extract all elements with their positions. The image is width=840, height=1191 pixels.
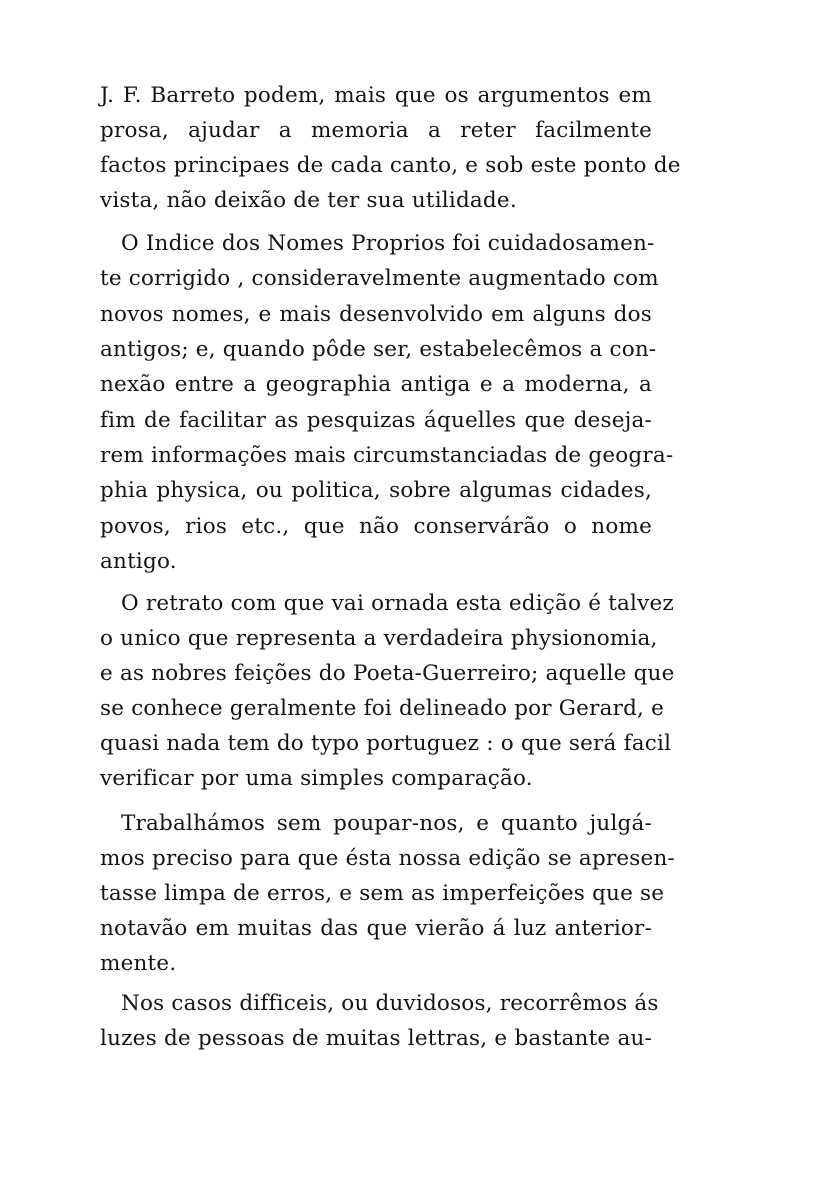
text-line: O retrato com que vai ornada esta edição é talvez: [121, 591, 674, 616]
text-line: Trabalhámos sem poupar-nos, e quanto julgá-: [121, 811, 652, 836]
text-line: o unico que representa a verdadeira physionomia,: [100, 626, 658, 651]
text-line: verificar por uma simples comparação.: [100, 766, 533, 791]
text-line: antigos; e, quando pôde ser, estabelecêmos a con-: [100, 337, 657, 362]
text-line: se conhece geralmente foi delineado por Gerard, e: [100, 696, 665, 721]
text-line: mos preciso para que ésta nossa edição se apresen-: [100, 846, 675, 871]
text-line: povos, rios etc., que não conservárão o nome: [100, 514, 652, 539]
text-line: phia physica, ou politica, sobre algumas cidades,: [100, 478, 652, 503]
text-line: O Indice dos Nomes Proprios foi cuidadosamen-: [121, 231, 655, 256]
text-line: quasi nada tem do typo portuguez : o que será facil: [100, 731, 672, 756]
text-line: novos nomes, e mais desenvolvido em alguns dos: [100, 302, 652, 327]
text-line: vista, não deixão de ter sua utilidade.: [100, 188, 517, 213]
text-line: te corrigido , consideravelmente augmentado com: [100, 266, 659, 291]
text-line: J. F. Barreto podem, mais que os argumentos em: [100, 83, 652, 108]
text-line: rem informações mais circumstanciadas de geogra-: [100, 443, 674, 468]
text-line: e as nobres feições do Poeta-Guerreiro; aquelle que: [100, 661, 675, 686]
text-line: nexão entre a geographia antiga e a moderna, a: [100, 372, 652, 397]
text-line: factos principaes de cada canto, e sob este ponto de: [100, 153, 681, 178]
text-line: Nos casos difficeis, ou duvidosos, recorrêmos ás: [121, 991, 659, 1016]
text-line: luzes de pessoas de muitas lettras, e bastante au-: [100, 1026, 652, 1051]
text-line: antigo.: [100, 549, 177, 574]
text-line: tasse limpa de erros, e sem as imperfeições que se: [100, 881, 665, 906]
text-line: prosa, ajudar a memoria a reter facilmente: [100, 118, 652, 143]
text-line: notavão em muitas das que vierão á luz anterior-: [100, 916, 652, 941]
text-line: fim de facilitar as pesquizas áquelles que deseja-: [100, 408, 652, 433]
text-line: mente.: [100, 951, 177, 976]
